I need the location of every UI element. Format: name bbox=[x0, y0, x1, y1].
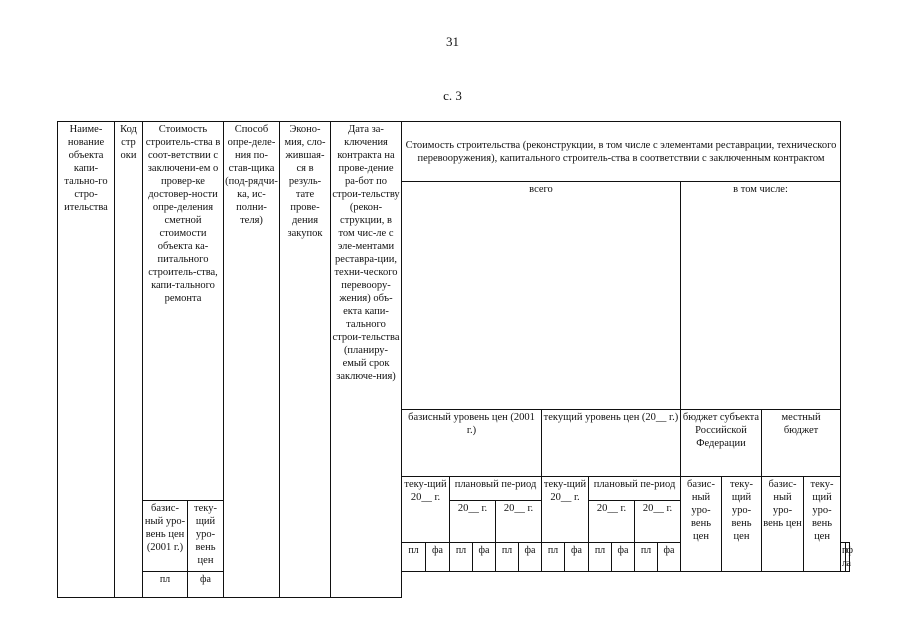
header-plan-cell: пл bbox=[589, 543, 612, 572]
header-estimated-cost: Стоимость строитель-ства в соот-ветствии с заключени-ем о провер-ке достовер-ности опре-деления сметной стоимости объекта ка-питального строитель-ства, капи-тального ремонта bbox=[143, 122, 224, 501]
header-plan-cell: пл bbox=[143, 572, 188, 598]
header-fact-cell: фа bbox=[565, 543, 589, 572]
header-plan-cell: пл bbox=[841, 543, 845, 572]
header-current-price-level: текущий уровень цен (20__ г.) bbox=[542, 410, 681, 477]
header-local-budget: местный бюджет bbox=[762, 410, 841, 477]
header-fact-cell: фа bbox=[188, 572, 224, 598]
header-base-current-year: теку-щий 20__ г. bbox=[402, 477, 450, 543]
header-cost-current-level: теку-щий уро-вень цен bbox=[188, 501, 224, 572]
header-contract-date: Дата за-ключения контракта на прове-дение ра-бот по строи-тельству (рекон-струкции, в том чис-ле с эле-ментами реставра-ции, техни-ческого перевоору-жения) объ-екта капи-тального строи-тельства (планиру-емый срок заключе-ния) bbox=[331, 122, 402, 598]
header-base-planned-period: плановый пе-риод bbox=[450, 477, 542, 501]
header-fact-cell: фа bbox=[426, 543, 450, 572]
header-base-price-level: базисный уровень цен (2001 г.) bbox=[402, 410, 542, 477]
header-plan-cell: пл bbox=[542, 543, 565, 572]
header-plan-cell: пл bbox=[635, 543, 658, 572]
sheet-label: с. 3 bbox=[443, 88, 462, 103]
header-plan-cell: пл bbox=[402, 543, 426, 572]
header-base-year-2: 20__ г. bbox=[496, 501, 542, 543]
header-current-planned-period: плановый пе-риод bbox=[589, 477, 681, 501]
header-cost-base-level: базис-ный уро-вень цен (2001 г.) bbox=[143, 501, 188, 572]
header-contract-cost: Стоимость строительства (реконструкции, в том числе с элементами реставрации, технического перевооружения), капитального строитель-ства в соответствии с заключенным контрактом bbox=[402, 122, 841, 182]
header-regional-current-prices: теку-щий уро-вень цен bbox=[722, 477, 762, 572]
report-form-table bbox=[57, 121, 853, 598]
header-fact-cell: фа bbox=[658, 543, 681, 572]
header-regional-basis-prices: базис-ный уро-вень цен bbox=[681, 477, 722, 572]
header-including: в том числе: bbox=[681, 182, 841, 410]
header-current-current-year: теку-щий 20__ г. bbox=[542, 477, 589, 543]
header-fact-cell: фа bbox=[845, 543, 849, 572]
header-total: всего bbox=[402, 182, 681, 410]
header-current-year-2: 20__ г. bbox=[635, 501, 681, 543]
header-plan-cell: пл bbox=[496, 543, 519, 572]
header-object-name: Наиме-нование объекта капи-тально-го стро-ительства bbox=[58, 122, 115, 598]
header-base-year-1: 20__ г. bbox=[450, 501, 496, 543]
header-supplier-method: Способ опре-деле-ния по-став-щика (под-рядчи-ка, ис-полни-теля) bbox=[224, 122, 280, 598]
header-current-year-1: 20__ г. bbox=[589, 501, 635, 543]
header-local-basis-prices: базис-ный уро-вень цен bbox=[762, 477, 804, 572]
header-savings: Эконо-мия, сло-жившая-ся в резуль-тате прове-дения закупок bbox=[280, 122, 331, 598]
header-plan-cell: пл bbox=[450, 543, 473, 572]
header-regional-budget: бюджет субъекта Российской Федерации bbox=[681, 410, 762, 477]
header-local-current-prices: теку-щий уро-вень цен bbox=[804, 477, 841, 572]
header-fact-cell: фа bbox=[519, 543, 542, 572]
header-fact-cell: фа bbox=[473, 543, 496, 572]
header-row-code: Код стр оки bbox=[115, 122, 143, 598]
header-fact-cell: фа bbox=[612, 543, 635, 572]
page-number: 31 bbox=[446, 34, 459, 49]
